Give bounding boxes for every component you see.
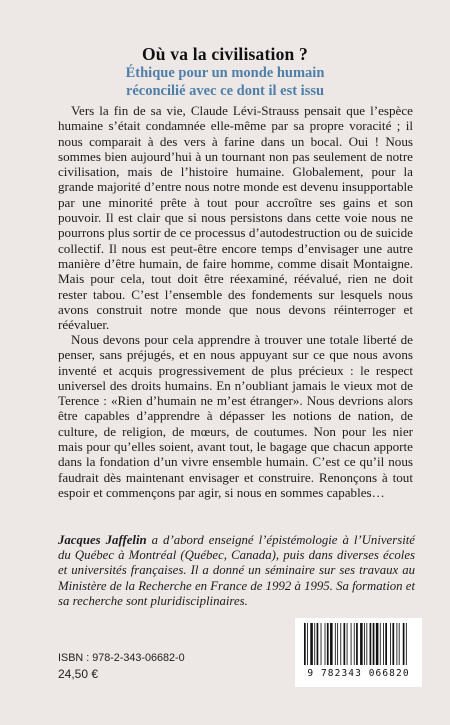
barcode-bar xyxy=(390,623,391,665)
book-title: Où va la civilisation ? xyxy=(141,44,308,64)
barcode-bar xyxy=(314,623,315,665)
author-bio xyxy=(58,533,415,609)
book-subtitle-line-1: Éthique pour un monde humain xyxy=(125,65,325,81)
barcode-bar xyxy=(399,623,400,665)
barcode-bar xyxy=(392,623,394,665)
barcode-bar xyxy=(344,623,346,665)
barcode-bar xyxy=(370,623,372,665)
barcode-bar xyxy=(396,623,397,665)
barcode-bar xyxy=(356,623,358,665)
barcode-bar xyxy=(340,623,341,665)
author-bio-text: a d’abord enseigné l’épistémologie à l’Université du Québec à Montréal (Québec, Canada), puis dans diverses écoles et universités françaises. Il a donné un séminaire sur ses travaux au Ministère de la Recherche en France de 1992 à 1995. Sa formation et sa recherche sont pluridisciplinaires. xyxy=(58,533,415,608)
barcode-bar xyxy=(335,623,336,665)
barcode-bar xyxy=(376,623,379,665)
barcode-bar xyxy=(347,623,348,665)
author-name: Jacques Jaffelin xyxy=(58,533,147,547)
barcode-bar xyxy=(360,623,363,665)
barcode-bar xyxy=(373,623,375,665)
barcode-bar xyxy=(337,623,338,665)
barcode-digits: 9 782343 066820 xyxy=(307,668,410,679)
blurb-paragraph-2 xyxy=(58,332,413,500)
blurb-text-2: Nous devons pour cela apprendre à trouver une totale liberté de penser, sans préjugés, et en nous appuyant sur ce que nous avons inventé et acquis progressivement de plus précieux : le respect universel des droits humains. En n’oubliant jamais le vieux mot de Terence : «Rien d’humain ne m’est étranger». Nous devrions alors être capables d’apprendre à dépasser les notions de nation, de culture, de religion, de mœurs, de coutumes. Non pour les nier mais pour qu’elles soient, avant tout, le bagage que chacun apporte dans la fondation d’un vivre ensemble humain. C’est ce qu’il nous faudrait dès maintenant envisager et construire. Renonçons à tout espoir et commençons par agir, si nous en sommes capables… xyxy=(58,332,413,500)
barcode-bar xyxy=(406,623,407,665)
barcode-bar xyxy=(330,623,333,665)
barcode-bar xyxy=(380,623,381,665)
isbn: ISBN : 978-2-343-06682-0 xyxy=(58,652,185,664)
barcode-bar xyxy=(351,623,352,665)
barcode-bar xyxy=(364,623,365,665)
book-subtitle-line-2: réconcilié avec ce dont il est issu xyxy=(125,83,325,99)
barcode-bar xyxy=(325,623,326,665)
blurb-paragraph-1 xyxy=(58,103,413,332)
barcode-bar xyxy=(304,623,306,665)
barcode-bar xyxy=(385,623,387,665)
barcode xyxy=(295,618,422,687)
barcode-bars xyxy=(300,623,417,667)
barcode-bar xyxy=(327,623,329,665)
barcode-bar xyxy=(366,623,367,665)
barcode-bar xyxy=(383,623,384,665)
barcode-bar xyxy=(403,623,405,665)
price: 24,50 € xyxy=(58,667,99,681)
barcode-bar xyxy=(321,623,322,665)
blurb-text-1: Vers la fin de sa vie, Claude Lévi-Strauss pensait que l’espèce humaine s’était condamnée elle-même par sa propre voracité ; il nous comparait à des vers à farine dans un bocal. Oui ! Nous sommes bien aujourd’hui à un tournant non pas seulement de notre civilisation, mais de l’histoire humaine. Globalement, pour la grande majorité d’entre nous notre monde est devenu insupportable par une minorité prête à tout pour accroître ses gains et son pouvoir. Il est clair que si nous persistons dans cette voie nous ne pourrons plus sortir de ce processus d’autodestruction ou de suicide collectif. Il nous est peut-être encore temps d’envisager une autre manière d’être humain, de faire homme, comme disait Montaigne. Mais pour cela, tout doit être réexaminé, réévalué, rien ne doit rester tabou. C’est l’ensemble des fondements sur lesquels nous avons construit notre monde que nous devons réinterroger et réévaluer. xyxy=(58,103,413,333)
barcode-bar xyxy=(310,623,313,665)
barcode-bar xyxy=(307,623,308,665)
barcode-bar xyxy=(317,623,319,665)
barcode-bar xyxy=(354,623,355,665)
